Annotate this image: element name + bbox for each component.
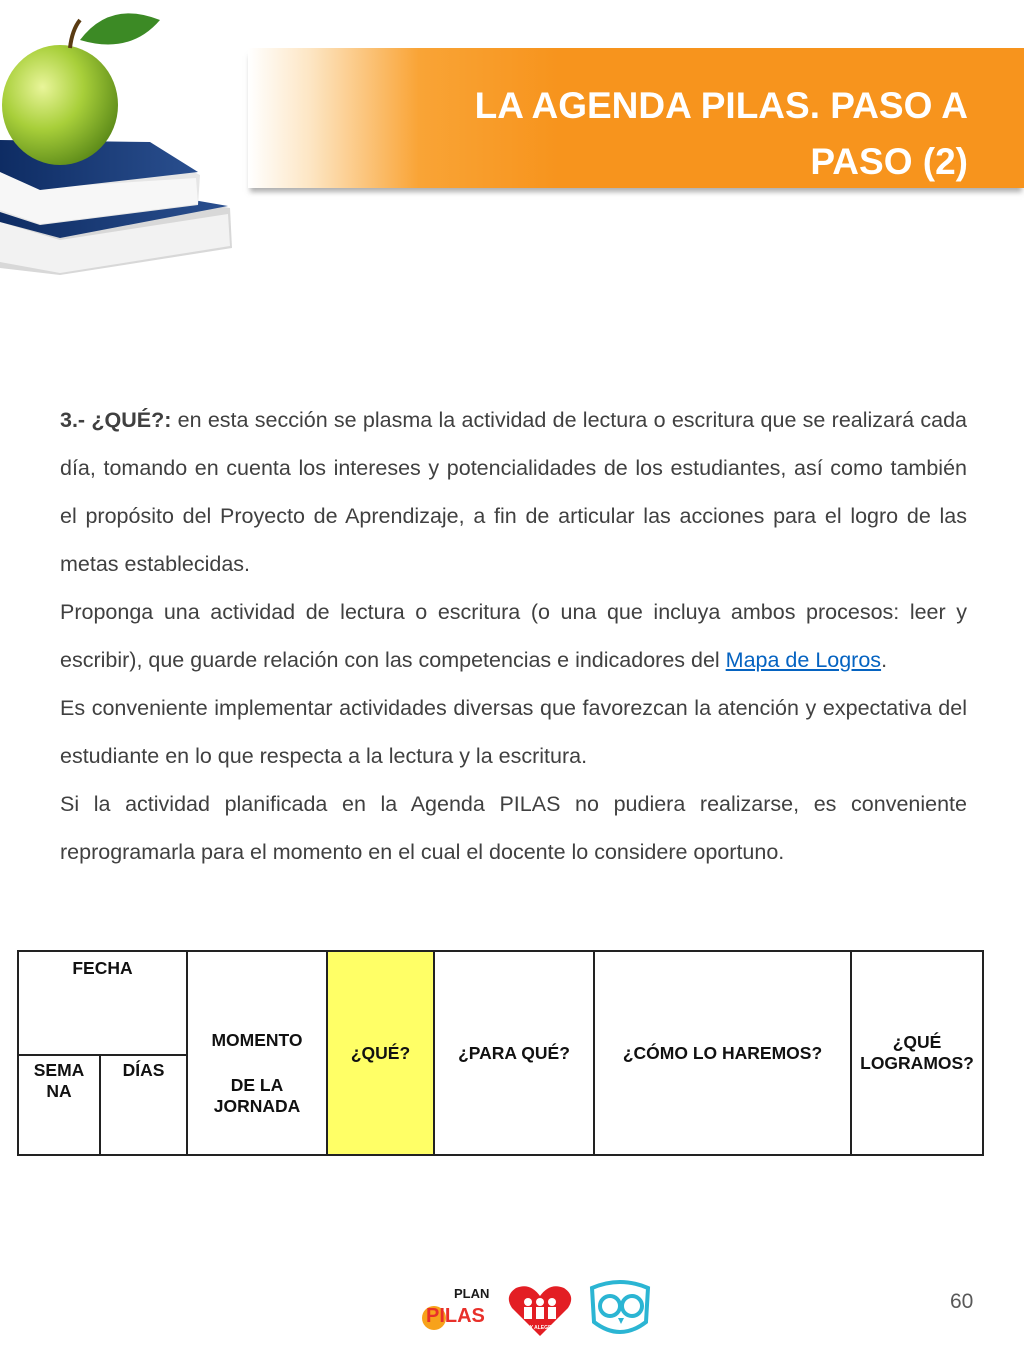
header-para-que: ¿PARA QUÉ? — [434, 951, 594, 1155]
main-content — [60, 396, 967, 876]
paragraph-que: 3.- ¿QUÉ?: en esta sección se plasma la actividad de lectura o escritura que se realizará cada día, tomando en cuenta los intereses y potencialidades de los estudiantes, así como también el propósito del Proyecto de Aprendizaje, a fin de articular las acciones para el logro de las metas establecidas. — [60, 408, 967, 576]
page-title: LA AGENDA PILAS. PASO A PASO (2) — [474, 85, 968, 182]
plan-pilas-logo — [422, 1286, 489, 1330]
header-que: ¿QUÉ? — [327, 951, 434, 1155]
header-banner — [248, 48, 1024, 188]
svg-text:FE Y ALEGRIA: FE Y ALEGRIA — [522, 1325, 557, 1331]
header-fecha: FECHA — [18, 951, 187, 1055]
header-semana: SEMA NA — [18, 1055, 100, 1155]
paragraph-conveniente: Es conveniente implementar actividades diversas que favorezcan la atención y expectativa del estudiante en lo que respecta a la lectura y la escritura. — [60, 696, 967, 768]
header-momento: MOMENTO DE LA JORNADA — [187, 951, 327, 1155]
fe-y-alegria-logo — [509, 1286, 571, 1336]
paragraph-proponga: Proponga una actividad de lectura o escritura (o una que incluya ambos procesos: leer y escribir), que guarde relación con las competencias e indicadores del Mapa de Logros. — [60, 600, 967, 672]
footer-logos — [420, 1278, 652, 1340]
books-apple-illustration — [0, 0, 240, 290]
paragraph-reprogramar: Si la actividad planificada en la Agenda PILAS no pudiera realizarse, es conveniente reprogramarla para el momento en el cual el docente lo considere oportuno. — [60, 792, 967, 864]
agenda-table — [17, 950, 984, 1156]
header-logramos: ¿QUÉ LOGRAMOS? — [851, 951, 983, 1155]
header-dias: DÍAS — [100, 1055, 187, 1155]
header-como: ¿CÓMO LO HAREMOS? — [594, 951, 851, 1155]
owl-logo — [592, 1282, 648, 1332]
mapa-de-logros-link[interactable]: Mapa de Logros — [725, 648, 882, 672]
section-label: 3.- ¿QUÉ?: — [60, 408, 172, 432]
svg-text:PILAS: PILAS — [426, 1305, 485, 1327]
svg-text:PLAN: PLAN — [454, 1286, 490, 1301]
page-number: 60 — [950, 1290, 974, 1313]
